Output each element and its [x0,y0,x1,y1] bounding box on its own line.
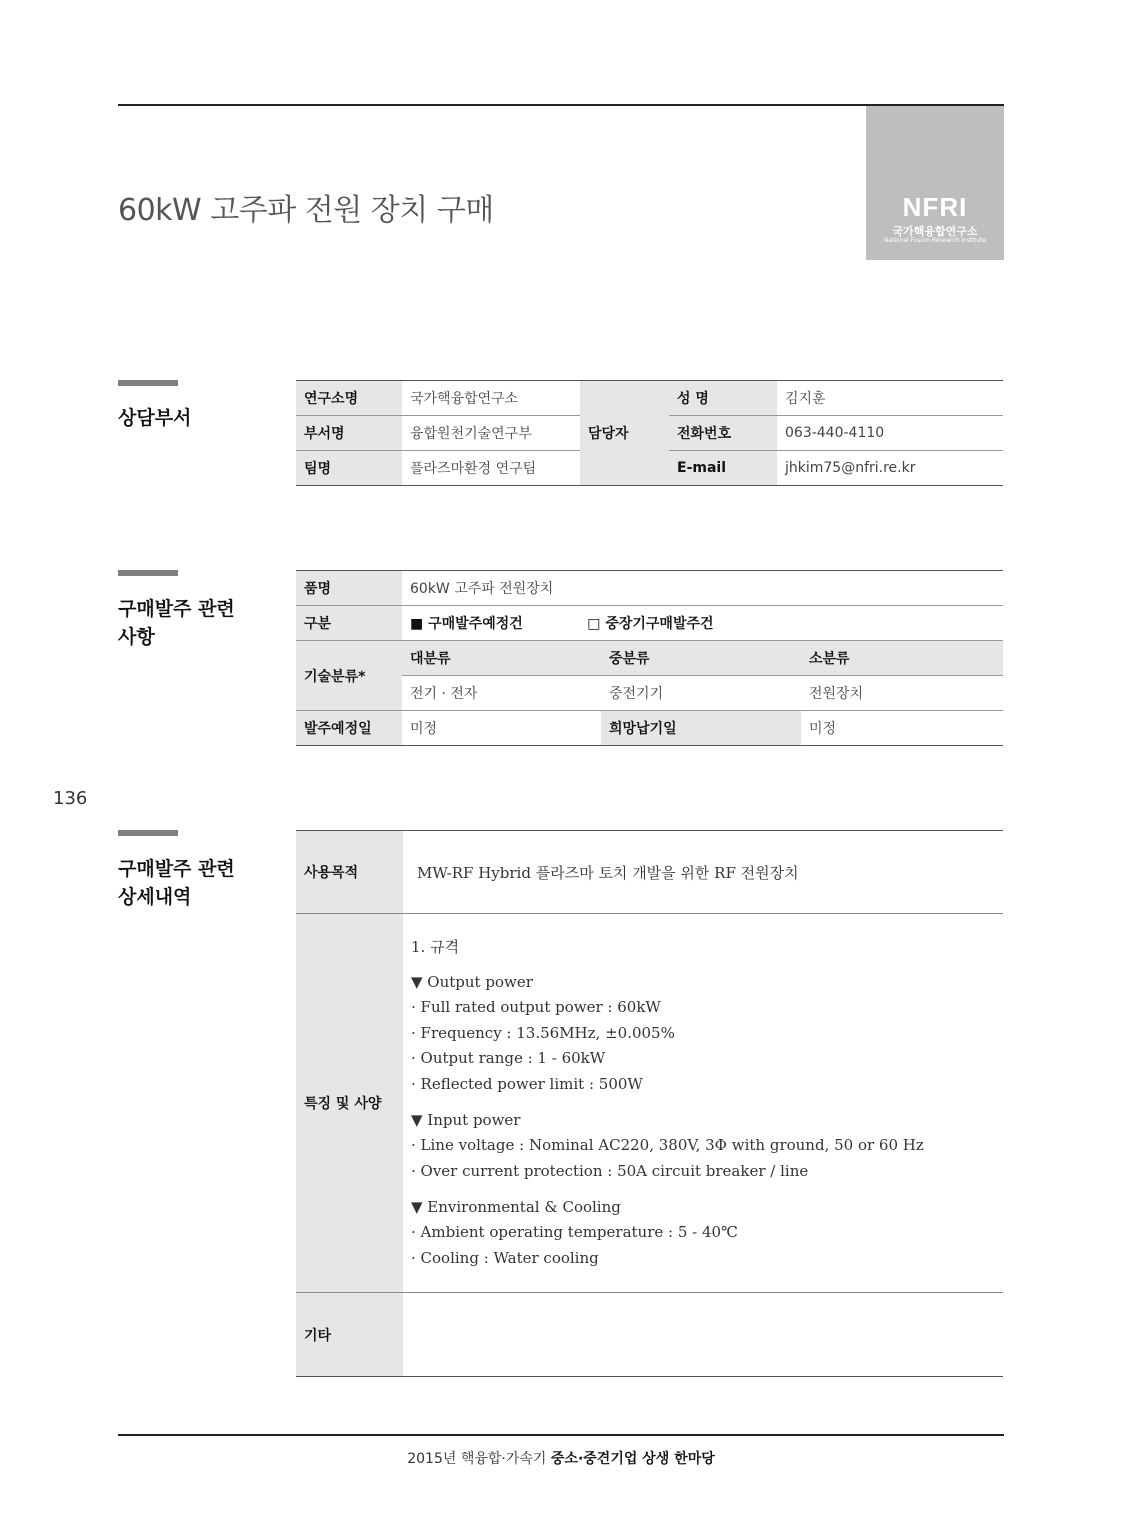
value-dept: 융합원천기술연구부 [402,416,580,451]
type-option-longterm: □ 중장기구매발주건 [587,616,714,632]
label-type: 구분 [296,606,402,641]
spec-content [403,914,1003,1293]
tech-value-minor: 전원장치 [801,676,1003,711]
value-purpose: MW-RF Hybrid 플라즈마 토치 개발을 위한 RF 전원장치 [417,863,799,882]
section-title-line: 사항 [118,626,155,648]
section-title-contact: 상담부서 [118,407,192,429]
label-team: 팀명 [296,451,402,486]
label-dept: 부서명 [296,416,402,451]
bottom-rule [118,1434,1004,1436]
label-contact: 담당자 [580,381,669,486]
label-name: 성 명 [669,381,777,416]
logo-name-en: National Fusion Research Institute [883,237,987,244]
type-option-planned: ■ 구매발주예정건 [410,616,523,632]
section-bar [118,830,178,836]
tech-header-minor: 소분류 [801,641,1003,676]
spec-item: · Cooling : Water cooling [411,1248,599,1267]
label-spec: 특징 및 사양 [296,914,403,1293]
value-name: 김지훈 [785,391,826,407]
value-team: 플라즈마환경 연구팀 [402,451,580,486]
tech-value-major: 전기 · 전자 [402,676,601,711]
label-phone: 전화번호 [669,416,777,451]
value-email: jhkim75@nfri.re.kr [777,451,1003,486]
label-institute: 연구소명 [296,381,402,416]
spec-group-title: ▼ Environmental & Cooling [411,1198,621,1216]
spec-item: · Ambient operating temperature : 5 - 40℃ [411,1223,738,1241]
spec-item: · Over current protection : 50A circuit breaker / line [411,1161,809,1180]
section-bar [118,570,178,576]
footer-year: 2015년 [407,1451,457,1467]
spec-group-title: ▼ Output power [411,973,533,991]
value-phone: 063-440-4110 [777,416,1003,451]
spec-item: · Frequency : 13.56MHz, ±0.005% [411,1023,675,1042]
footer-part1: 핵융합·가속기 [460,1451,547,1467]
spec-item: · Output range : 1 - 60kW [411,1049,606,1067]
tech-header-middle: 중분류 [601,641,801,676]
logo-name-ko: 국가핵융합연구소 [892,225,978,238]
value-institute: 국가핵융합연구소 [410,391,519,407]
label-order-date: 발주예정일 [296,711,402,746]
label-etc: 기타 [296,1293,403,1377]
label-delivery-date: 희망납기일 [601,711,801,746]
value-delivery-date: 미정 [801,711,1003,746]
footer [0,1448,1122,1468]
spec-group-title: ▼ Input power [411,1111,521,1129]
spec-heading: 1. 규격 [411,938,460,956]
section-title-line: 구매발주 관련 [118,598,235,620]
footer-part2: 중소·중견기업 상생 한마당 [550,1451,715,1467]
order-table [296,570,1003,746]
tech-value-middle: 중전기기 [601,676,801,711]
page-number: 136 [53,788,88,809]
section-title-line: 구매발주 관련 [118,858,235,880]
type-options [402,606,1003,641]
detail-table [296,830,1003,1377]
page-title: 60kW 고주파 전원 장치 구매 [118,193,494,228]
label-email: E-mail [669,451,777,486]
section-title-detail [118,855,235,911]
spec-item: · Line voltage : Nominal AC220, 380V, 3Φ with ground, 50 or 60 Hz [411,1136,924,1154]
tech-header-major: 대분류 [402,641,601,676]
spec-item: · Reflected power limit : 500W [411,1074,643,1093]
section-title-line: 상세내역 [118,886,192,908]
label-tech: 기술분류* [296,641,402,711]
value-order-date: 미정 [402,711,601,746]
logo-mark: NFRI [902,192,968,222]
section-bar [118,380,178,386]
value-item: 60kW 고주파 전원장치 [410,581,554,597]
contact-table [296,380,1003,486]
spec-item: · Full rated output power : 60kW [411,998,661,1016]
nfri-logo [866,106,1004,260]
label-item: 품명 [296,571,402,606]
section-title-order [118,595,235,651]
value-etc [403,1293,1003,1377]
label-purpose: 사용목적 [296,831,403,914]
